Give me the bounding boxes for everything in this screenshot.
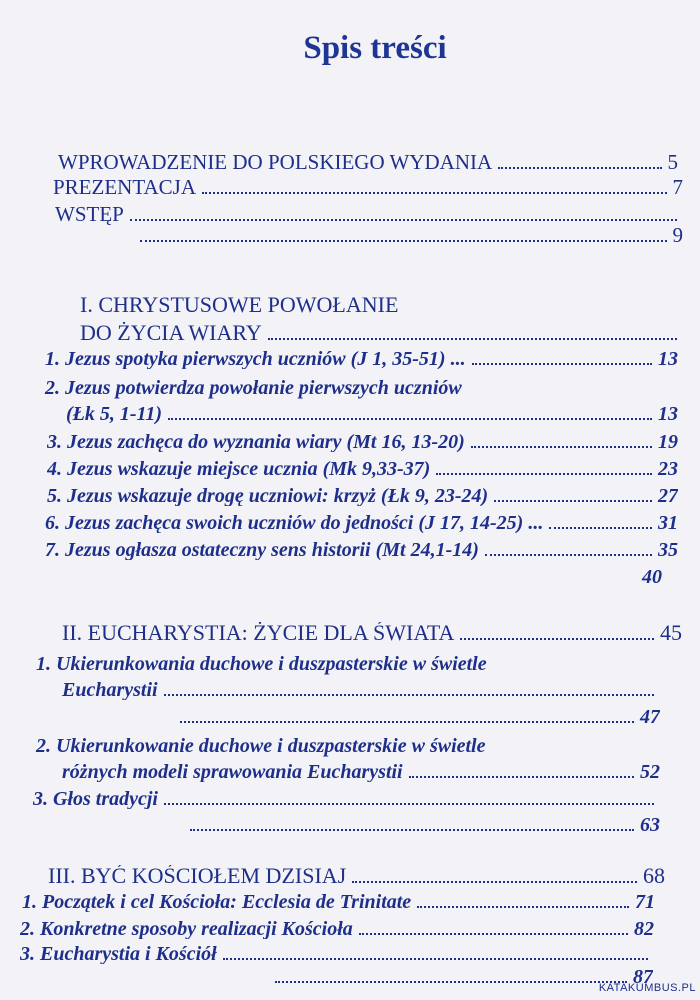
toc-page-number: 87 bbox=[633, 967, 653, 987]
toc-item-1-5 bbox=[47, 486, 678, 506]
toc-entry-label: 3. Jezus zachęca do wyznania wiary (Mt 16, 13-20) bbox=[47, 432, 465, 452]
toc-page-number: 71 bbox=[635, 892, 655, 912]
toc-entry-label: 3. Eucharystia i Kościół bbox=[20, 944, 217, 964]
toc-page-number: 31 bbox=[658, 513, 678, 533]
toc-leader-dots bbox=[164, 803, 654, 805]
toc-leader-dots bbox=[130, 219, 677, 221]
toc-leader-dots bbox=[140, 240, 667, 242]
toc-item-1-3 bbox=[47, 432, 678, 452]
part-2-title bbox=[62, 622, 682, 644]
toc-item-1-4 bbox=[47, 459, 678, 479]
toc-page-number: 19 bbox=[658, 432, 678, 452]
toc-leader-dots bbox=[223, 958, 648, 960]
toc-entry-label: (Łk 5, 1-11) bbox=[66, 404, 163, 424]
toc-entry-label: różnych modeli sprawowania Eucharystii bbox=[62, 762, 403, 782]
toc-item-1-2-line-2 bbox=[66, 404, 678, 424]
toc-leader-dots bbox=[202, 192, 667, 194]
toc-entry-label: Eucharystii bbox=[62, 680, 158, 700]
toc-leader-dots bbox=[180, 721, 634, 723]
toc-item-2-2-line-1: 2. Ukierunkowanie duchowe i duszpasterskie w świetle bbox=[36, 735, 486, 757]
toc-page-number: 47 bbox=[640, 707, 660, 727]
toc-leader-dots bbox=[164, 694, 654, 696]
part-3-title bbox=[48, 865, 665, 887]
watermark: KATAKUMBUS.PL bbox=[598, 982, 696, 994]
toc-leader-dots bbox=[436, 473, 652, 475]
toc-entry-wprowadzenie bbox=[58, 152, 678, 173]
toc-entry-label: 5. Jezus wskazuje drogę uczniowi: krzyż (Łk 9, 23-24) bbox=[47, 486, 489, 506]
toc-entry-label: 2. Konkretne sposoby realizacji Kościoła bbox=[20, 919, 353, 939]
toc-page-number: 68 bbox=[643, 865, 665, 887]
toc-page-number-1-7: 40 bbox=[642, 566, 662, 588]
toc-leader-dots bbox=[409, 776, 634, 778]
toc-leader-dots bbox=[498, 167, 661, 169]
toc-item-3-3-page bbox=[275, 967, 653, 987]
toc-entry-prezentacja bbox=[53, 177, 683, 198]
toc-page-number: 9 bbox=[672, 225, 683, 246]
toc-item-2-1-page bbox=[180, 707, 660, 727]
toc-page-number: 23 bbox=[658, 459, 678, 479]
toc-page-number: 82 bbox=[634, 919, 654, 939]
toc-leader-dots bbox=[190, 829, 634, 831]
toc-entry-label: III. BYĆ KOŚCIOŁEM DZISIAJ bbox=[48, 865, 347, 887]
toc-entry-label: II. EUCHARYSTIA: ŻYCIE DLA ŚWIATA bbox=[62, 622, 455, 644]
toc-item-1-1 bbox=[45, 349, 678, 369]
toc-item-1-2-line-1: 2. Jezus potwierdza powołanie pierwszych uczniów bbox=[45, 377, 462, 399]
toc-item-2-3-page bbox=[190, 815, 660, 835]
toc-entry-label: 3. Głos tradycji bbox=[33, 789, 158, 809]
toc-leader-dots bbox=[494, 500, 652, 502]
toc-entry-label: WPROWADZENIE DO POLSKIEGO WYDANIA bbox=[58, 152, 493, 173]
toc-item-2-1-line-2 bbox=[62, 680, 660, 700]
toc-leader-dots bbox=[268, 338, 677, 340]
toc-page-number: 63 bbox=[640, 815, 660, 835]
toc-leader-dots bbox=[168, 418, 652, 420]
toc-entry-label: DO ŻYCIA WIARY bbox=[80, 322, 262, 344]
toc-entry-label: WSTĘP bbox=[55, 204, 124, 225]
toc-page-number: 52 bbox=[640, 762, 660, 782]
toc-item-2-3 bbox=[33, 789, 660, 809]
toc-page-number: 45 bbox=[660, 622, 682, 644]
toc-leader-dots bbox=[359, 933, 628, 935]
toc-leader-dots bbox=[472, 363, 652, 365]
toc-item-1-7 bbox=[45, 540, 678, 560]
toc-page-number: 35 bbox=[658, 540, 678, 560]
toc-item-2-2-line-2 bbox=[62, 762, 660, 782]
toc-entry-label: 4. Jezus wskazuje miejsce ucznia (Mk 9,33-37) bbox=[47, 459, 431, 479]
toc-page-number: 7 bbox=[672, 177, 683, 198]
toc-entry-label: PREZENTACJA bbox=[53, 177, 196, 198]
toc-page-number: 27 bbox=[658, 486, 678, 506]
toc-entry-label: 1. Jezus spotyka pierwszych uczniów (J 1, 35-51) ... bbox=[45, 349, 466, 369]
toc-leader-dots bbox=[471, 446, 652, 448]
toc-page-number: 13 bbox=[658, 404, 678, 424]
toc-entry-label: 7. Jezus ogłasza ostateczny sens historii (Mt 24,1-14) bbox=[45, 540, 479, 560]
toc-entry-label: 6. Jezus zachęca swoich uczniów do jedności (J 17, 14-25) ... bbox=[45, 513, 544, 533]
part-1-title-line-2 bbox=[80, 322, 683, 344]
toc-page-number: 13 bbox=[658, 349, 678, 369]
toc-item-1-6 bbox=[45, 513, 678, 533]
toc-leader-dots bbox=[275, 981, 627, 983]
toc-leader-dots bbox=[549, 527, 652, 529]
part-1-title-line-1: I. CHRYSTUSOWE POWOŁANIE bbox=[80, 292, 399, 317]
toc-entry-wstep bbox=[55, 204, 683, 225]
page-title: Spis treści bbox=[303, 30, 447, 66]
toc-page-number: 5 bbox=[667, 152, 678, 173]
toc-leader-dots bbox=[460, 638, 654, 640]
toc-item-2-1-line-1: 1. Ukierunkowania duchowe i duszpasterskie w świetle bbox=[36, 653, 487, 675]
toc-entry-wstep-page bbox=[140, 225, 683, 246]
toc-item-3-2 bbox=[20, 919, 654, 939]
toc-leader-dots bbox=[485, 554, 652, 556]
toc-item-3-1 bbox=[22, 892, 655, 912]
toc-leader-dots bbox=[352, 881, 637, 883]
toc-item-3-3 bbox=[20, 944, 654, 964]
toc-entry-label: 1. Początek i cel Kościoła: Ecclesia de Trinitate bbox=[22, 892, 412, 912]
toc-leader-dots bbox=[417, 906, 629, 908]
